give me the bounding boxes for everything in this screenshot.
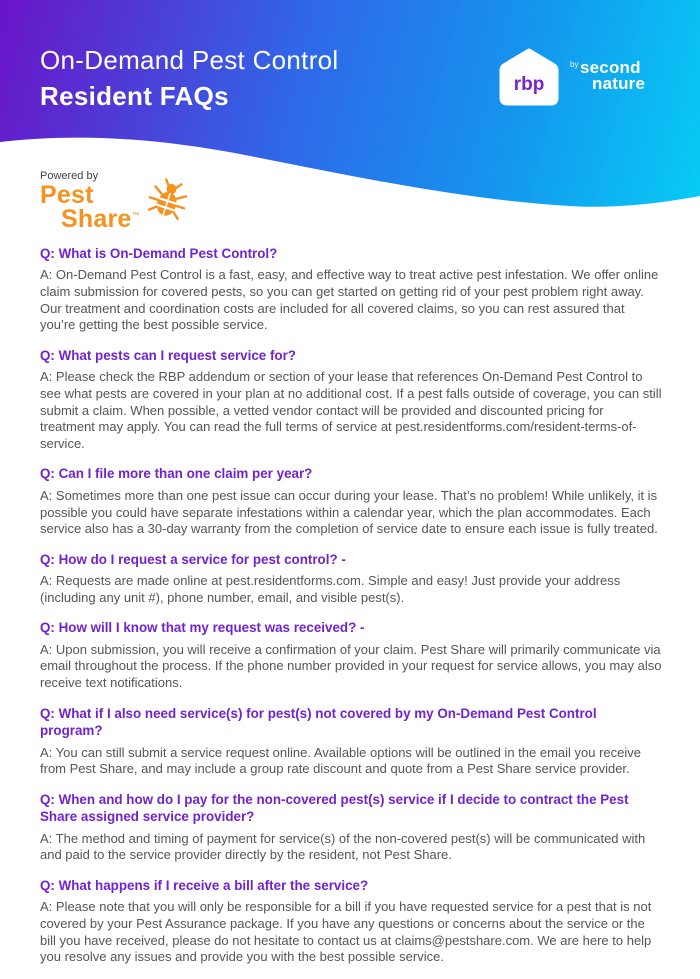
rbp-logo-icon	[497, 47, 561, 109]
faq-question: Q: How do I request a service for pest control? -	[40, 551, 346, 567]
faq-answer: A: Sometimes more than one pest issue can occur during your lease. That’s no problem! While unlikely, it is possible you could have separate infestations within a calendar year, which the plan accommodates. Each service also has a 30-day warranty from the completion of service date to ensure each issue is fully treated.	[40, 487, 658, 537]
pest-share-word1: Pest	[40, 181, 94, 209]
faq-question: Q: How will I know that my request was received? -	[40, 620, 365, 636]
rbp-logo-text: rbp	[513, 74, 545, 95]
faq-answer: A: The method and timing of payment for service(s) of the non-covered pest(s) will be communicated with and paid to the service provider directly by the resident, not Pest Share.	[40, 830, 646, 863]
faq-question: Q: What if I also need service(s) for pest(s) not covered by my On-Demand Pest Control program?	[40, 705, 597, 739]
faq-question: Q: What is On-Demand Pest Control?	[40, 246, 278, 261]
faq-item	[40, 347, 662, 453]
faq-answer: A: On-Demand Pest Control is a fast, easy, and effective way to treat active pest infestation. We offer online claim submission for covered pests, so you can get started on getting rid of your pest problem right away. Our treatment and coordination costs are included for all covered claims, so you can rest assured that you’re getting the best possible service.	[40, 267, 659, 333]
pest-share-logo	[40, 170, 189, 232]
second-nature-word2: nature	[592, 74, 646, 93]
faq-answer: A: Please check the RBP addendum or section of your lease that references On-Demand Pest Control to see what pests are covered in your plan at no additional cost. If a pest falls outside of coverage, you can still submit a claim. When possible, a vetted vendor contact will be provided and discounted pricing for treatment may apply. You can read the full terms of service at pest.residentforms.com/resident-terms-of-service.	[40, 369, 662, 451]
faq-item	[40, 877, 662, 966]
faq-answer: A: Requests are made online at pest.residentforms.com. Simple and easy! Just provide your address (including any unit #), phone number, email, and visible pest(s).	[40, 573, 621, 605]
pest-share-word2: Share™	[61, 204, 140, 233]
faq-question: Q: What happens if I receive a bill after the service?	[40, 877, 369, 893]
faq-answer: A: You can still submit a service request online. Available options will be outlined in the email you receive from Pest Share, and may include a group rate discount and quote from a Pest Share service provider.	[40, 744, 641, 777]
faq-item	[40, 619, 662, 691]
faq-item	[40, 245, 662, 334]
faq-item	[40, 791, 662, 864]
faq-list	[40, 245, 662, 979]
page-title-line2: Resident FAQs	[40, 81, 229, 112]
page-title	[40, 42, 339, 115]
by-label: by	[570, 60, 579, 70]
page-title-line1: On-Demand Pest Control	[40, 45, 339, 75]
bug-icon	[147, 178, 189, 222]
faq-item	[40, 465, 662, 537]
pest-share-wordmark	[40, 181, 140, 233]
faq-answer: A: Please note that you will only be responsible for a bill if you have requested service for a pest that is not covered by your Pest Assurance package. If you have any questions or concerns about the service or the bill you have received, please do not hesitate to contact us at claims@pestshare.com. We are here to help you resolve any issues and provide you with the best possible service.	[40, 899, 652, 965]
faq-answer: A: Upon submission, you will receive a confirmation of your claim. Pest Share will primarily communicate via email throughout the process. If the phone number provided in your request for service allows, you may also receive text notifications.	[40, 641, 662, 691]
faq-item	[40, 705, 662, 778]
faq-item	[40, 551, 662, 607]
second-nature-word1: second	[580, 58, 641, 78]
second-nature-wordmark	[570, 60, 645, 91]
faq-question: Q: What pests can I request service for?	[40, 347, 296, 363]
rbp-second-nature-logo	[497, 47, 645, 109]
trademark-symbol: ™	[131, 210, 140, 220]
faq-question: Q: Can I file more than one claim per year?	[40, 466, 313, 482]
faq-question: Q: When and how do I pay for the non-covered pest(s) service if I decide to contract the Pest Share assigned service provider?	[40, 791, 629, 825]
powered-by-label: Powered by	[40, 170, 99, 182]
